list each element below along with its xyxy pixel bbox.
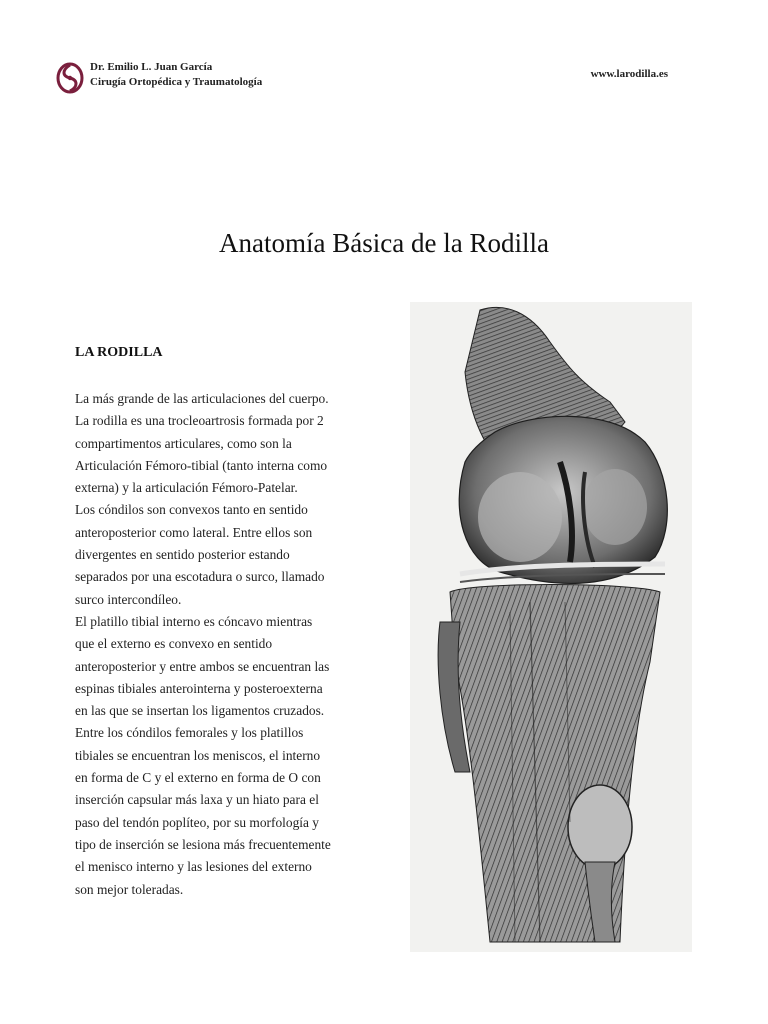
paragraph-line: Los cóndilos son convexos tanto en sentido [75, 502, 308, 518]
body-paragraph [75, 388, 395, 901]
paragraph-line: anteroposterior y entre ambos se encuentran las [75, 658, 330, 674]
paragraph-line: el menisco interno y las lesiones del externo [75, 859, 312, 875]
paragraph-line: surco intercondíleo. [75, 591, 182, 607]
paragraph-line: tibiales se encuentran los meniscos, el interno [75, 747, 321, 763]
section-heading: LA RODILLA [75, 345, 163, 360]
paragraph-line: separados por una escotadura o surco, llamado [75, 569, 325, 585]
paragraph-line: inserción capsular más laxa y un hiato para el [75, 792, 319, 808]
paragraph-line: en las que se insertan los ligamentos cruzados. [75, 703, 325, 719]
paragraph-line: Entre los cóndilos femorales y los platillos [75, 725, 304, 741]
website-url: www.larodilla.es [590, 68, 668, 80]
paragraph-line: anteroposterior como lateral. Entre ellos son [75, 524, 313, 540]
author-block [90, 60, 262, 90]
author-specialty: Cirugía Ortopédica y Traumatología [90, 76, 263, 88]
paragraph-line: El platillo tibial interno es cóncavo mientras [75, 613, 313, 629]
paragraph-line: paso del tendón poplíteo, por su morfología y [75, 814, 319, 830]
paragraph-line: divergentes en sentido posterior estando [75, 547, 290, 563]
paragraph-line: son mejor toleradas. [75, 881, 184, 897]
paragraph-line: que el externo es convexo en sentido [75, 636, 273, 652]
logo-icon [56, 62, 84, 94]
author-name: Dr. Emilio L. Juan García [90, 61, 213, 73]
paragraph-line: en forma de C y el externo en forma de O con [75, 770, 321, 786]
paragraph-line: tipo de inserción se lesiona más frecuentemente [75, 836, 331, 852]
paragraph-line: La rodilla es una trocleoartrosis formada por 2 [75, 413, 324, 429]
page-title: Anatomía Básica de la Rodilla [219, 228, 549, 258]
paragraph-line: Articulación Fémoro-tibial (tanto interna como [75, 457, 328, 473]
paragraph-line: La más grande de las articulaciones del cuerpo. [75, 391, 329, 406]
knee-anatomy-illustration [410, 302, 692, 952]
document-header [56, 60, 676, 96]
paragraph-line: externa) y la articulación Fémoro-Patelar. [75, 480, 298, 496]
paragraph-line: espinas tibiales anterointerna y posteroexterna [75, 680, 323, 696]
paragraph-line: compartimentos articulares, como son la [75, 435, 292, 451]
